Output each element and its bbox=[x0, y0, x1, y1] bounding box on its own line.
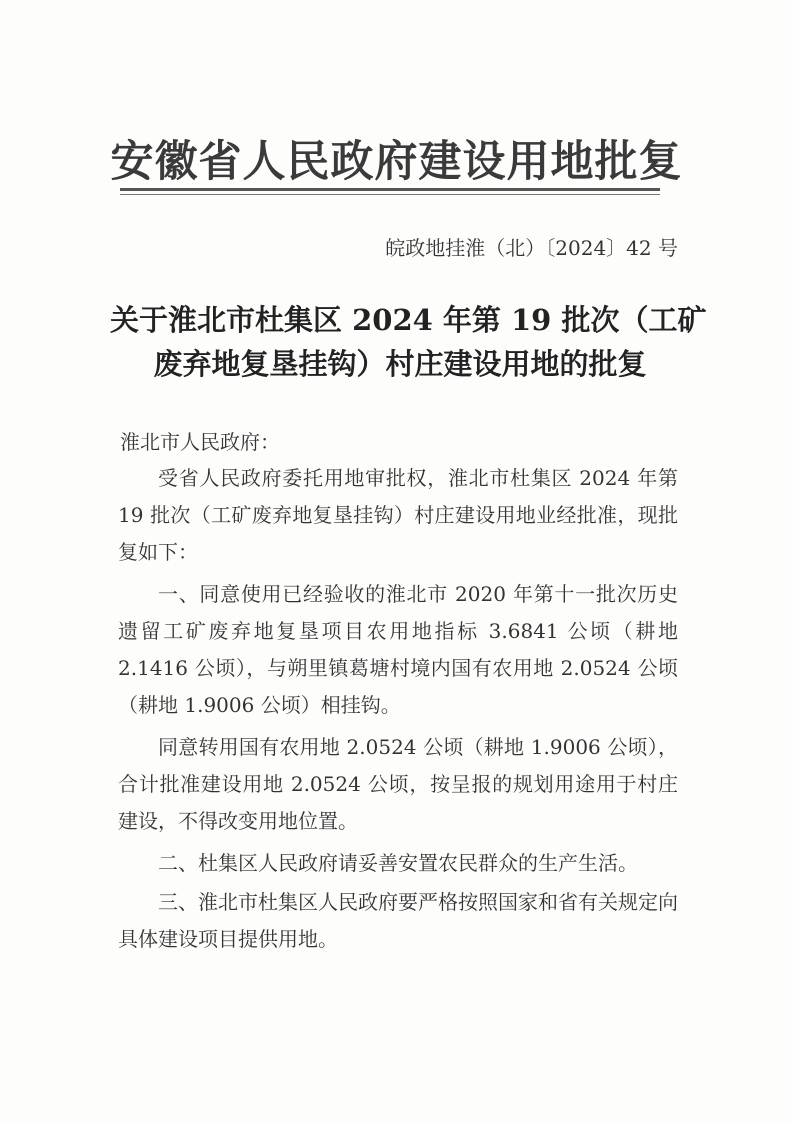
addressee: 淮北市人民政府： bbox=[120, 430, 280, 454]
document-body bbox=[118, 460, 678, 963]
paragraph-item-3: 三、淮北市杜集区人民政府要严格按照国家和省有关规定向具体建设项目提供用地。 bbox=[118, 890, 678, 951]
paragraph-conversion: 同意转用国有农用地 2.0524 公顷（耕地 1.9006 公顷），合计批准建设用地 2.0524 公顷，按呈报的规划用途用于村庄建设，不得改变用地位置。 bbox=[118, 735, 678, 833]
paragraph-item-1: 一、同意使用已经验收的淮北市 2020 年第十一批次历史遗留工矿废弃地复垦项目农用地指标 3.6841 公顷（耕地 2.1416 公顷），与朔里镇葛塘村境内国有农用地 2.0524 公顷（耕地 1.9006 公顷）相挂钩。 bbox=[118, 582, 678, 717]
header-rule-thick bbox=[120, 188, 660, 191]
header-rule-thin bbox=[120, 194, 660, 195]
document-number: 皖政地挂淮（北）〔2024〕42 号 bbox=[385, 236, 678, 260]
document-header: 安徽省人民政府建设用地批复 bbox=[110, 137, 683, 187]
paragraph-item-2: 二、杜集区人民政府请妥善安置农民群众的生产生活。 bbox=[158, 851, 638, 875]
document-title bbox=[110, 298, 707, 386]
paragraph-intro: 受省人民政府委托用地审批权，淮北市杜集区 2024 年第 19 批次（工矿废弃地复垦挂钩）村庄建设用地业经批准，现批复如下： bbox=[118, 466, 678, 564]
title-line-1: 关于淮北市杜集区 2024 年第 19 批次（工矿 bbox=[110, 303, 707, 337]
title-line-2: 废弃地复垦挂钩）村庄建设用地的批复 bbox=[153, 347, 647, 381]
